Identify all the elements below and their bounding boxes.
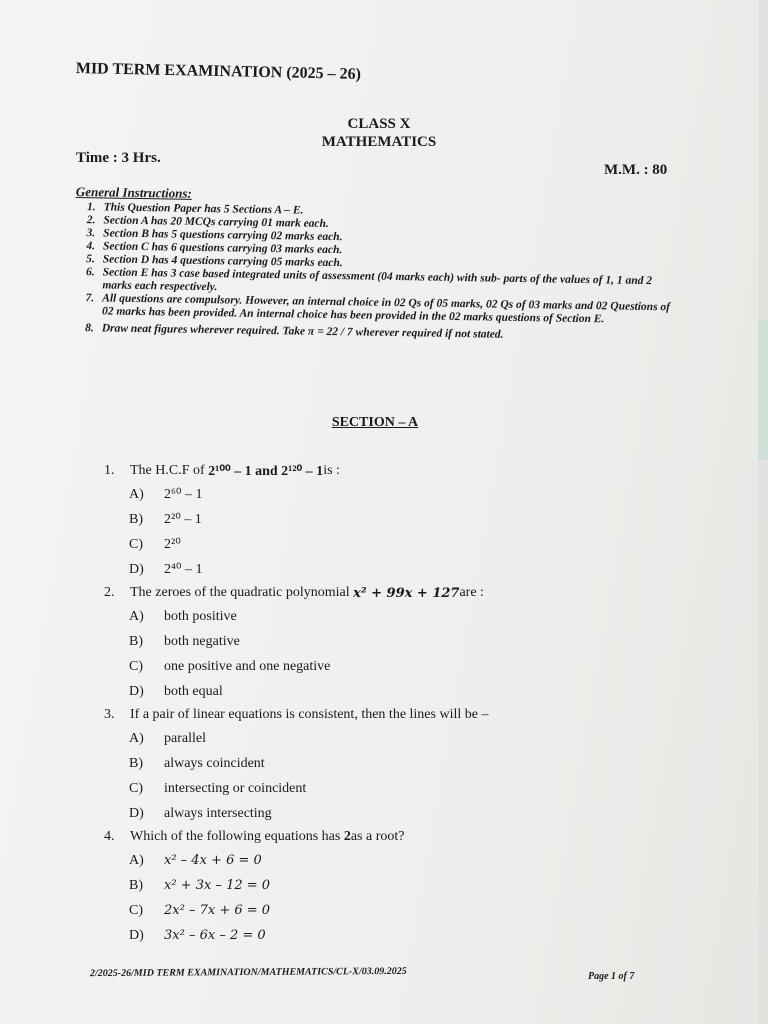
option: C) intersecting or coincident xyxy=(129,780,307,796)
question: 4. Which of the following equations has 2 as a root? xyxy=(104,829,405,844)
exam-title: MID TERM EXAMINATION (2025 – 26) xyxy=(75,60,362,83)
class-title: CLASS X xyxy=(347,116,411,132)
option: B) both negative xyxy=(129,633,240,649)
instruction-item: 3. Section B has 5 questions carrying 02 marks each. xyxy=(86,227,343,244)
option: D) 2⁴⁰ – 1 xyxy=(129,561,203,577)
instruction-item: 4. Section C has 6 questions carrying 03 marks each. xyxy=(86,240,343,257)
general-instructions xyxy=(74,184,676,344)
option: B) x² + 3x – 12 = 0 xyxy=(129,877,271,893)
instruction-item: 5. Section D has 4 questions carrying 05 marks each. xyxy=(86,253,343,270)
option: A) parallel xyxy=(129,730,206,746)
page-number: Page 1 of 7 xyxy=(588,971,635,982)
question: 2. The zeroes of the quadratic polynomial x² + 99x + 127 are : xyxy=(104,585,484,601)
option: D) always intersecting xyxy=(129,805,272,821)
instruction-item: 6. Section E has 3 case based integrated units of assessment (04 marks each) with sub- parts of the values of 1, 1 and 2 marks each respectively. xyxy=(85,266,653,294)
question-math: x² + 99x + 127 xyxy=(353,585,460,601)
time-allowed: Time : 3 Hrs. xyxy=(76,150,161,166)
question: 3. If a pair of linear equations is consistent, then the lines will be – xyxy=(104,707,489,722)
option: A) both positive xyxy=(129,608,237,624)
instruction-item: 7. All questions are compulsory. However, an internal choice in 02 Qs of 05 marks, 02 Qs of 03 marks and 02 Questions of 02 marks has been provided. An internal choice has been provided in the 02 marks questions of Section E. xyxy=(85,292,671,326)
option: B) 2²⁰ – 1 xyxy=(129,511,202,527)
option: B) always coincident xyxy=(129,755,265,771)
question-math: 2¹⁰⁰ – 1 and 2¹²⁰ – 1 xyxy=(208,463,324,479)
instruction-item: 1. This Question Paper has 5 Sections A – E. xyxy=(86,201,304,217)
subject-title: MATHEMATICS xyxy=(321,134,437,150)
option: D) 3x² – 6x – 2 = 0 xyxy=(129,927,266,943)
option: C) 2x² – 7x + 6 = 0 xyxy=(129,902,271,918)
question-math: 2 xyxy=(343,829,351,844)
question: 1. The H.C.F of 2¹⁰⁰ – 1 and 2¹²⁰ – 1 is : xyxy=(104,463,340,479)
option: A) x² – 4x + 6 = 0 xyxy=(129,852,262,868)
instruction-item: 2. Section A has 20 MCQs carrying 01 mark each. xyxy=(86,214,329,230)
option: C) 2²⁰ xyxy=(129,536,181,552)
max-marks: M.M. : 80 xyxy=(604,162,668,178)
option: C) one positive and one negative xyxy=(129,658,331,674)
instructions-heading: General Instructions: xyxy=(75,184,192,201)
option: A) 2⁶⁰ – 1 xyxy=(129,486,203,502)
questions-list xyxy=(104,460,724,948)
option: D) both equal xyxy=(129,683,223,699)
section-heading: SECTION – A xyxy=(331,415,419,430)
instruction-item: 8. Draw neat figures wherever required. Take π = 22 / 7 wherever required if not stated. xyxy=(85,322,504,341)
footer-code: 2/2025-26/MID TERM EXAMINATION/MATHEMATICS/CL-X/03.09.2025 xyxy=(89,965,407,980)
